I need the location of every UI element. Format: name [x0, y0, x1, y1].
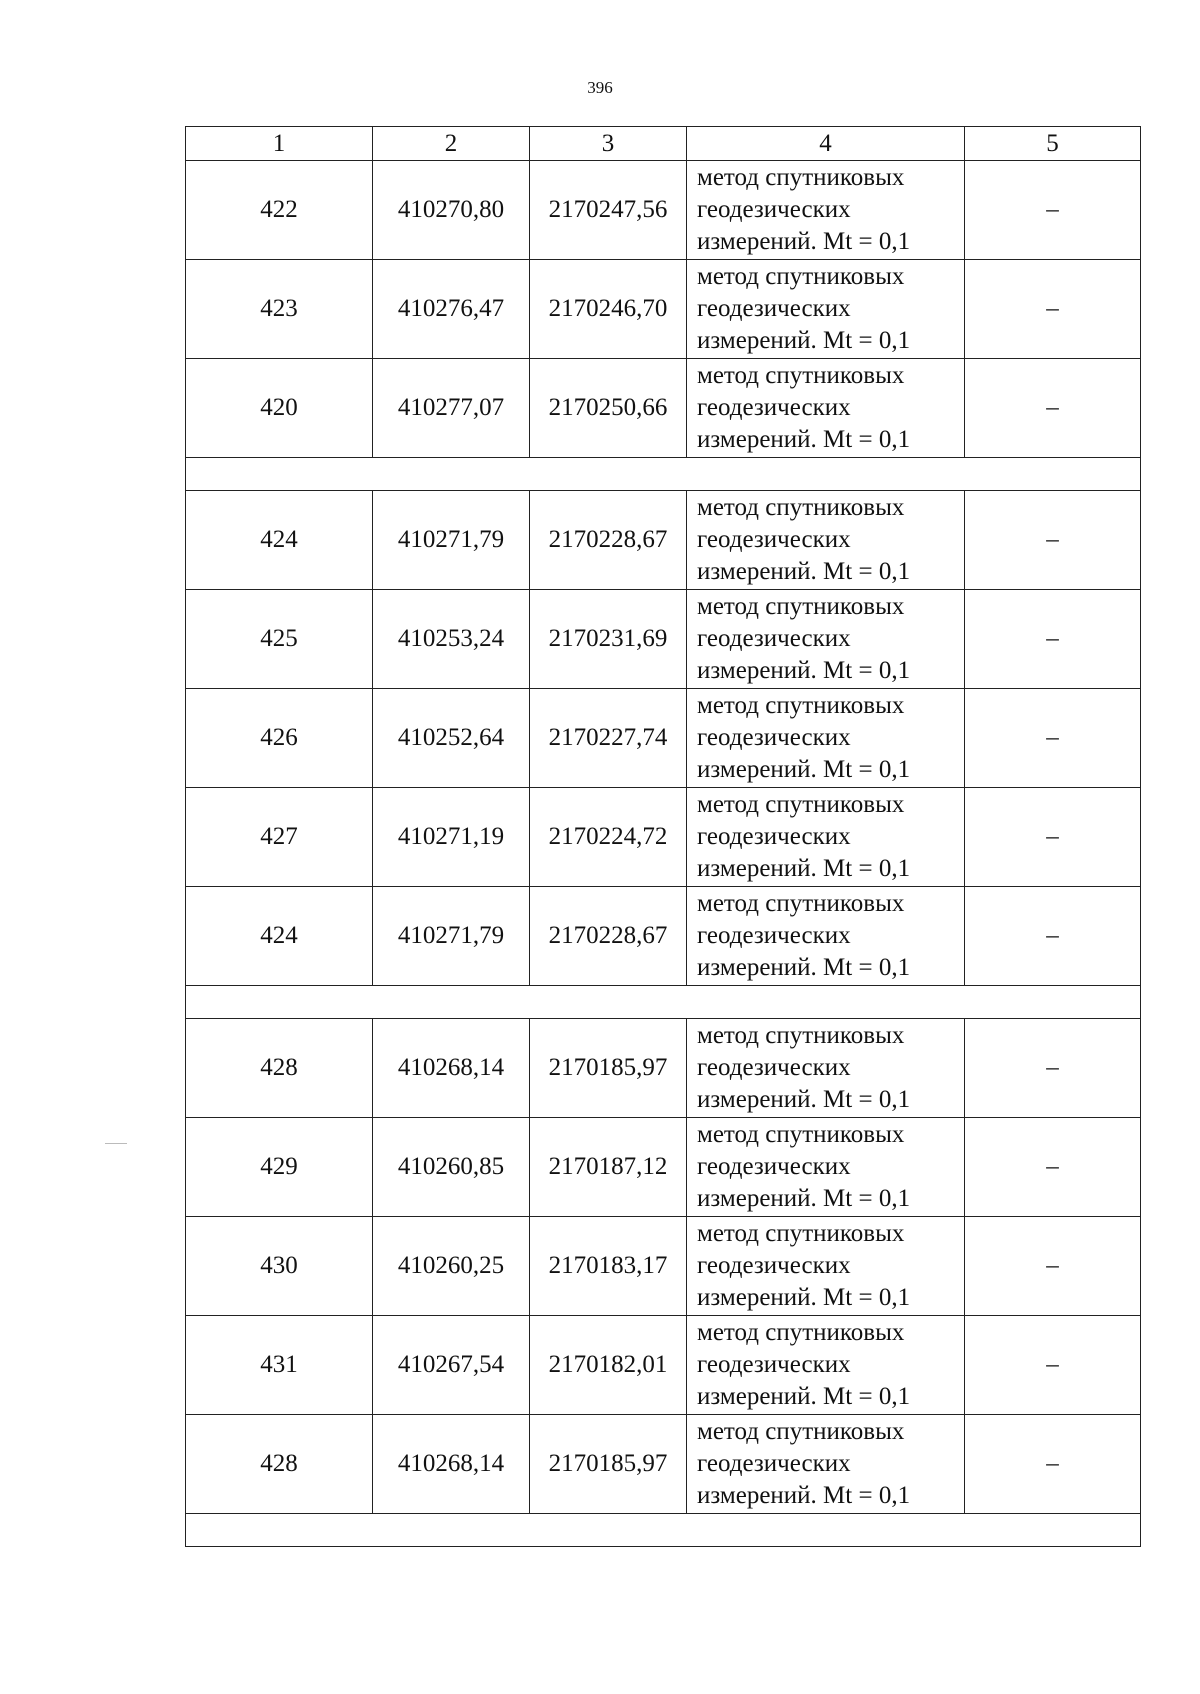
x-coordinate-cell: 410267,54 — [373, 1316, 530, 1415]
method-text-line: метод спутниковых — [697, 1121, 905, 1148]
method-text-line: геодезических — [697, 196, 851, 223]
method-cell — [687, 260, 965, 359]
method-text-line: геодезических — [697, 1153, 851, 1180]
method-cell — [687, 1019, 965, 1118]
page-number: 396 — [587, 78, 613, 97]
method-text-line: измерений. Mt = 0,1 — [697, 954, 911, 981]
method-cell — [687, 1415, 965, 1514]
table-row — [186, 491, 1141, 590]
method-text-line: метод спутниковых — [697, 1022, 905, 1049]
method-cell — [687, 788, 965, 887]
table-row — [186, 590, 1141, 689]
note-cell: – — [965, 788, 1141, 887]
point-number-cell: 423 — [186, 260, 373, 359]
method-text-line: геодезических — [697, 526, 851, 553]
method-text-line: измерений. Mt = 0,1 — [697, 756, 911, 783]
section-separator-cell — [186, 458, 1141, 491]
method-text-line: геодезических — [697, 625, 851, 652]
method-text-line: геодезических — [697, 724, 851, 751]
table-header-row — [186, 127, 1141, 161]
coordinates-table — [185, 126, 1141, 1547]
table-row — [186, 1415, 1141, 1514]
column-header-2: 2 — [373, 127, 530, 161]
x-coordinate-cell: 410268,14 — [373, 1019, 530, 1118]
column-header-4: 4 — [687, 127, 965, 161]
method-text-line: измерений. Mt = 0,1 — [697, 426, 911, 453]
y-coordinate-cell: 2170185,97 — [530, 1415, 687, 1514]
point-number-cell: 426 — [186, 689, 373, 788]
y-coordinate-cell: 2170246,70 — [530, 260, 687, 359]
note-cell: – — [965, 590, 1141, 689]
y-coordinate-cell: 2170227,74 — [530, 689, 687, 788]
note-cell: – — [965, 1217, 1141, 1316]
method-text-line: геодезических — [697, 1351, 851, 1378]
point-number-cell: 430 — [186, 1217, 373, 1316]
point-number-cell: 424 — [186, 491, 373, 590]
coordinates-table-body — [186, 127, 1141, 1547]
point-number-cell: 427 — [186, 788, 373, 887]
method-text-line: метод спутниковых — [697, 1418, 905, 1445]
point-number-cell: 425 — [186, 590, 373, 689]
method-cell — [687, 1217, 965, 1316]
table-row — [186, 1118, 1141, 1217]
method-text-line: геодезических — [697, 922, 851, 949]
method-text-line: измерений. Mt = 0,1 — [697, 657, 911, 684]
x-coordinate-cell: 410260,85 — [373, 1118, 530, 1217]
x-coordinate-cell: 410271,79 — [373, 491, 530, 590]
method-text-line: геодезических — [697, 1252, 851, 1279]
method-text-line: измерений. Mt = 0,1 — [697, 1482, 911, 1509]
method-cell — [687, 359, 965, 458]
y-coordinate-cell: 2170183,17 — [530, 1217, 687, 1316]
table-row — [186, 788, 1141, 887]
method-text-line: измерений. Mt = 0,1 — [697, 855, 911, 882]
method-text-line: метод спутниковых — [697, 692, 905, 719]
method-cell — [687, 1118, 965, 1217]
table-row — [186, 1019, 1141, 1118]
note-cell: – — [965, 161, 1141, 260]
x-coordinate-cell: 410270,80 — [373, 161, 530, 260]
method-text-line: метод спутниковых — [697, 890, 905, 917]
section-separator-row — [186, 1514, 1141, 1547]
point-number-cell: 428 — [186, 1019, 373, 1118]
method-text-line: метод спутниковых — [697, 494, 905, 521]
table-row — [186, 359, 1141, 458]
note-cell: – — [965, 1118, 1141, 1217]
method-text-line: метод спутниковых — [697, 593, 905, 620]
method-text-line: измерений. Mt = 0,1 — [697, 558, 911, 585]
method-text-line: измерений. Mt = 0,1 — [697, 228, 911, 255]
x-coordinate-cell: 410271,79 — [373, 887, 530, 986]
method-cell — [687, 590, 965, 689]
y-coordinate-cell: 2170231,69 — [530, 590, 687, 689]
method-text-line: метод спутниковых — [697, 362, 905, 389]
section-separator-row — [186, 986, 1141, 1019]
note-cell: – — [965, 359, 1141, 458]
point-number-cell: 429 — [186, 1118, 373, 1217]
table-row — [186, 260, 1141, 359]
point-number-cell: 424 — [186, 887, 373, 986]
method-cell — [687, 161, 965, 260]
note-cell: – — [965, 887, 1141, 986]
column-header-5: 5 — [965, 127, 1141, 161]
method-text-line: измерений. Mt = 0,1 — [697, 1185, 911, 1212]
note-cell: – — [965, 260, 1141, 359]
scan-artifact-mark — [105, 1143, 127, 1144]
method-text-line: измерений. Mt = 0,1 — [697, 327, 911, 354]
y-coordinate-cell: 2170182,01 — [530, 1316, 687, 1415]
method-text-line: метод спутниковых — [697, 1220, 905, 1247]
note-cell: – — [965, 1316, 1141, 1415]
y-coordinate-cell: 2170228,67 — [530, 887, 687, 986]
note-cell: – — [965, 1415, 1141, 1514]
method-text-line: измерений. Mt = 0,1 — [697, 1284, 911, 1311]
point-number-cell: 420 — [186, 359, 373, 458]
method-cell — [687, 887, 965, 986]
x-coordinate-cell: 410268,14 — [373, 1415, 530, 1514]
method-text-line: измерений. Mt = 0,1 — [697, 1086, 911, 1113]
table-row — [186, 887, 1141, 986]
method-text-line: измерений. Mt = 0,1 — [697, 1383, 911, 1410]
point-number-cell: 422 — [186, 161, 373, 260]
column-header-1: 1 — [186, 127, 373, 161]
y-coordinate-cell: 2170228,67 — [530, 491, 687, 590]
table-row — [186, 161, 1141, 260]
method-text-line: метод спутниковых — [697, 164, 905, 191]
section-separator-row — [186, 458, 1141, 491]
method-text-line: метод спутниковых — [697, 263, 905, 290]
method-text-line: геодезических — [697, 1450, 851, 1477]
section-separator-cell — [186, 986, 1141, 1019]
x-coordinate-cell: 410277,07 — [373, 359, 530, 458]
y-coordinate-cell: 2170224,72 — [530, 788, 687, 887]
method-text-line: метод спутниковых — [697, 791, 905, 818]
x-coordinate-cell: 410271,19 — [373, 788, 530, 887]
method-cell — [687, 491, 965, 590]
point-number-cell: 431 — [186, 1316, 373, 1415]
method-text-line: геодезических — [697, 295, 851, 322]
table-row — [186, 1316, 1141, 1415]
note-cell: – — [965, 491, 1141, 590]
table-row — [186, 689, 1141, 788]
table-row — [186, 1217, 1141, 1316]
method-cell — [687, 689, 965, 788]
note-cell: – — [965, 689, 1141, 788]
y-coordinate-cell: 2170187,12 — [530, 1118, 687, 1217]
x-coordinate-cell: 410253,24 — [373, 590, 530, 689]
x-coordinate-cell: 410252,64 — [373, 689, 530, 788]
point-number-cell: 428 — [186, 1415, 373, 1514]
y-coordinate-cell: 2170185,97 — [530, 1019, 687, 1118]
column-header-3: 3 — [530, 127, 687, 161]
y-coordinate-cell: 2170247,56 — [530, 161, 687, 260]
method-text-line: геодезических — [697, 394, 851, 421]
note-cell: – — [965, 1019, 1141, 1118]
method-cell — [687, 1316, 965, 1415]
method-text-line: геодезических — [697, 823, 851, 850]
method-text-line: геодезических — [697, 1054, 851, 1081]
section-separator-cell — [186, 1514, 1141, 1547]
x-coordinate-cell: 410276,47 — [373, 260, 530, 359]
y-coordinate-cell: 2170250,66 — [530, 359, 687, 458]
x-coordinate-cell: 410260,25 — [373, 1217, 530, 1316]
method-text-line: метод спутниковых — [697, 1319, 905, 1346]
